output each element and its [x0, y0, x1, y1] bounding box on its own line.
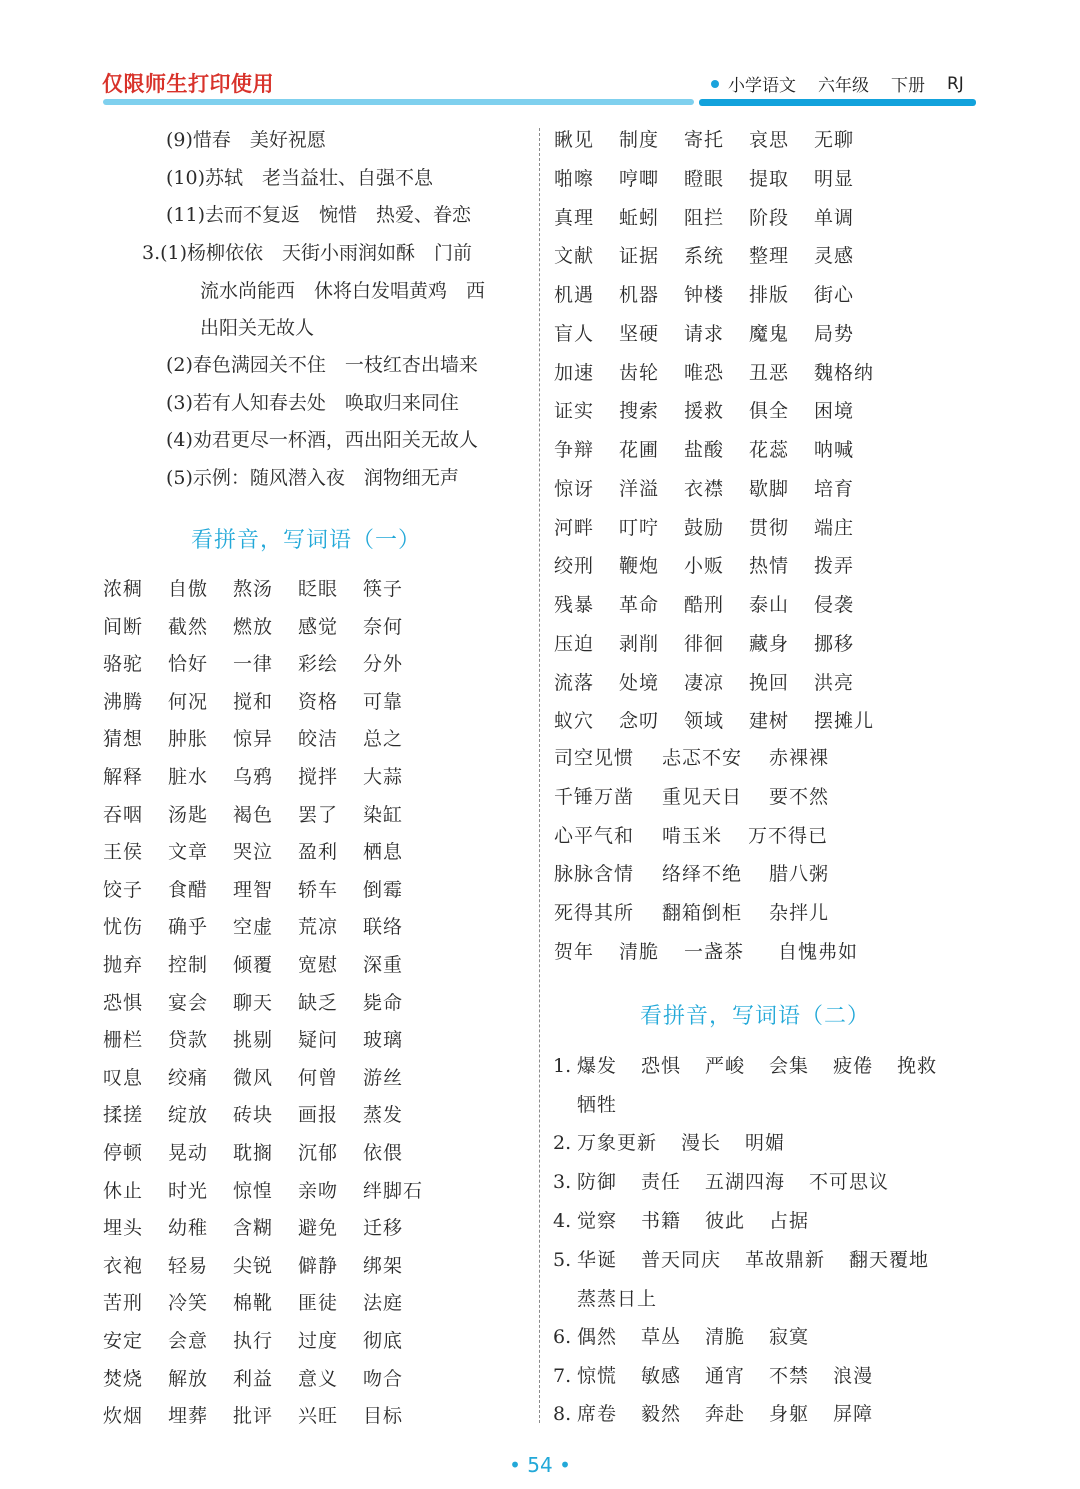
answer-word: 革故鼎新: [745, 1249, 826, 1271]
word-cell: 棉靴: [233, 1292, 274, 1315]
word-cell: 衣襟: [684, 477, 725, 500]
word-cell: 唯恐: [684, 361, 725, 384]
answer-line: (3)若有人知春去处 唤取归来同住: [166, 392, 459, 414]
word-cell: 苦刑: [103, 1292, 144, 1315]
word-cell: 间断: [103, 615, 144, 638]
word-cell: 忐忑不安: [662, 747, 743, 769]
answer-item: [553, 1131, 809, 1155]
word-cell: 叹息: [103, 1066, 144, 1089]
answer-line: 出阳关无故人: [200, 317, 315, 339]
answer-number: 6.: [553, 1326, 572, 1348]
answer-line: 流水尚能西 休将白发唱黄鸡 西: [200, 280, 486, 302]
word-cell: 深重: [363, 954, 404, 976]
column-divider: [539, 128, 540, 1423]
word-cell: 河畔: [554, 516, 595, 539]
word-cell: 缺乏: [298, 991, 339, 1014]
word-cell: 司空见惯: [554, 747, 635, 769]
word-cell: 翻箱倒柜: [662, 902, 743, 924]
word-cell: 念叨: [619, 710, 660, 733]
word-cell: 杂拌儿: [769, 902, 830, 924]
word-cell: 吞咽: [103, 803, 144, 826]
word-cell: 重见天日: [662, 785, 743, 808]
answer-word: 惊慌: [577, 1365, 618, 1387]
answer-word: 恐惧: [641, 1055, 682, 1077]
word-cell: 瞪眼: [684, 167, 725, 190]
word-cell: 依偎: [363, 1142, 404, 1164]
answer-line: (11)去而不复返 惋惜 热爱、眷恋: [166, 204, 472, 226]
answer-number: 5.: [553, 1249, 572, 1271]
word-cell: 轿车: [298, 878, 339, 901]
word-cell: 徘徊: [684, 632, 725, 655]
word-cell: 贺年: [554, 940, 595, 963]
word-cell: 领域: [684, 710, 725, 733]
word-cell: 万不得已: [748, 824, 829, 847]
word-cell: 证据: [619, 245, 660, 268]
word-cell: 机器: [619, 284, 660, 306]
word-cell: 匪徒: [298, 1292, 339, 1315]
volume-label: 下册: [891, 76, 925, 96]
word-cell: 筷子: [363, 578, 404, 600]
answer-item: [553, 1093, 641, 1117]
word-cell: 目标: [363, 1405, 404, 1428]
word-cell: 灵感: [814, 245, 855, 268]
word-cell: 请求: [684, 322, 725, 345]
word-cell: 染缸: [363, 803, 404, 826]
word-cell: 何况: [168, 690, 209, 713]
answer-word: 会集: [769, 1055, 810, 1077]
answer-item: [553, 1325, 833, 1349]
word-cell: 晃动: [168, 1142, 209, 1164]
word-cell: 沉郁: [298, 1142, 339, 1164]
header-rule-dark: [699, 99, 976, 106]
word-cell: 搜索: [619, 400, 660, 423]
word-cell: 歇脚: [749, 477, 790, 500]
word-cell: 宴会: [168, 991, 209, 1014]
word-cell: 侵袭: [814, 594, 855, 616]
word-cell: 大蒜: [363, 766, 404, 788]
word-cell: 绞痛: [168, 1066, 209, 1089]
word-cell: 盈利: [298, 841, 339, 864]
word-cell: 聊天: [233, 991, 274, 1014]
answer-number: 1.: [553, 1055, 572, 1077]
word-cell: 吻合: [363, 1367, 404, 1390]
answer-word: 五湖四海: [705, 1171, 786, 1193]
word-cell: 一律: [233, 653, 274, 676]
answer-item: [553, 1209, 833, 1233]
word-cell: 证实: [554, 400, 595, 423]
word-cell: 盐酸: [684, 439, 725, 461]
section-title-1: 看拼音，写词语（一）: [191, 528, 422, 553]
word-cell: 迁移: [363, 1217, 404, 1240]
word-cell: 栖息: [363, 841, 404, 864]
word-cell: 沸腾: [103, 690, 144, 713]
word-cell: 分外: [363, 653, 404, 676]
word-cell: 毙命: [363, 991, 404, 1014]
word-cell: 忧伤: [103, 916, 144, 939]
word-cell: 叮咛: [619, 516, 660, 539]
section-title-2: 看拼音，写词语（二）: [640, 1004, 871, 1029]
word-cell: 浓稠: [103, 578, 144, 600]
word-cell: 挑剔: [233, 1029, 274, 1052]
word-cell: 泰山: [749, 594, 790, 616]
word-cell: 耽搁: [233, 1142, 274, 1164]
word-cell: 空虚: [233, 916, 274, 939]
answer-word: 漫长: [681, 1132, 722, 1154]
answer-word: 挽救: [897, 1055, 938, 1077]
word-cell: 一盏茶: [684, 940, 745, 963]
word-cell: 惊惶: [233, 1179, 274, 1202]
answer-word: 明媚: [745, 1132, 786, 1154]
answer-line: (10)苏轼 老当益壮、自强不息: [166, 167, 434, 189]
word-cell: 埋葬: [168, 1405, 209, 1428]
answer-line: (5)示例：随风潜入夜 润物细无声: [166, 467, 459, 489]
page-number: • 54 •: [509, 1453, 571, 1477]
word-cell: 文章: [168, 841, 209, 864]
word-cell: 鼓励: [684, 516, 725, 539]
word-cell: 资格: [298, 690, 339, 713]
word-cell: 呐喊: [814, 439, 855, 461]
answer-word: 不可思议: [809, 1171, 890, 1193]
word-cell: 脉脉含情: [554, 863, 635, 886]
word-cell: 熬汤: [233, 578, 274, 600]
answer-word: 敏感: [641, 1365, 682, 1387]
word-cell: 疑问: [298, 1029, 339, 1052]
word-cell: 亲吻: [298, 1179, 339, 1202]
answer-line: (9)惜春 美好祝愿: [166, 129, 326, 151]
word-cell: 明显: [814, 167, 855, 190]
word-cell: 抛弃: [103, 954, 144, 976]
word-cell: 骆驼: [103, 653, 144, 676]
answer-word: 彼此: [705, 1210, 746, 1232]
word-cell: 钟楼: [684, 284, 725, 306]
word-cell: 安定: [103, 1330, 144, 1352]
word-cell: 拨弄: [814, 555, 855, 578]
answer-item: [553, 1364, 897, 1388]
word-cell: 惊异: [233, 728, 274, 751]
answer-number: 2.: [553, 1132, 572, 1154]
subject-label: 小学语文: [728, 76, 796, 96]
answer-item: [553, 1248, 953, 1272]
word-cell: 栅栏: [103, 1029, 144, 1052]
word-cell: 截然: [168, 615, 209, 638]
word-cell: 宽慰: [298, 954, 339, 976]
word-cell: 鞭炮: [619, 555, 660, 578]
word-cell: 魏格纳: [814, 361, 875, 384]
word-cell: 俱全: [749, 400, 790, 423]
word-cell: 确乎: [168, 916, 209, 939]
word-cell: 排版: [749, 284, 790, 306]
word-cell: 微风: [233, 1066, 274, 1089]
word-cell: 丑恶: [749, 361, 790, 384]
word-cell: 时光: [168, 1179, 209, 1202]
word-cell: 休止: [103, 1179, 144, 1202]
word-cell: 炊烟: [103, 1405, 144, 1428]
word-cell: 利益: [233, 1367, 274, 1390]
word-cell: 荒凉: [298, 916, 339, 939]
word-cell: 援救: [684, 400, 725, 423]
word-cell: 哼唧: [619, 167, 660, 190]
answer-line: 3.(1)杨柳依依 天街小雨润如酥 门前: [142, 242, 473, 264]
word-cell: 洪亮: [814, 671, 855, 694]
answer-word: 疲倦: [833, 1055, 874, 1077]
word-cell: 魔鬼: [749, 322, 790, 345]
word-cell: 清脆: [619, 940, 660, 963]
answer-word: 毅然: [641, 1403, 682, 1425]
word-cell: 摆摊儿: [814, 710, 875, 733]
word-cell: 脏水: [168, 766, 209, 788]
word-cell: 可靠: [363, 690, 404, 713]
answer-line: (2)春色满园关不住 一枝红杏出墙来: [166, 354, 478, 376]
word-cell: 会意: [168, 1330, 209, 1352]
word-cell: 热情: [749, 555, 790, 578]
word-cell: 理智: [233, 878, 274, 901]
word-cell: 机遇: [554, 284, 595, 306]
answer-word: 普天同庆: [641, 1249, 722, 1271]
answer-number: 7.: [553, 1365, 572, 1387]
answer-line: (4)劝君更尽一杯酒，西出阳关无故人: [166, 429, 478, 451]
word-cell: 死得其所: [554, 902, 635, 924]
word-cell: 恐惧: [103, 991, 144, 1014]
word-cell: 解释: [103, 766, 144, 788]
word-cell: 赤裸裸: [769, 747, 830, 769]
word-cell: 无聊: [814, 129, 855, 151]
answer-word: 严峻: [705, 1055, 746, 1077]
word-cell: 心平气和: [554, 824, 635, 847]
word-cell: 腊八粥: [769, 863, 830, 886]
answer-number: 4.: [553, 1210, 572, 1232]
header-rule-light: [103, 99, 694, 105]
word-cell: 焚烧: [103, 1367, 144, 1390]
word-cell: 奈何: [363, 615, 404, 638]
word-cell: 感觉: [298, 615, 339, 638]
answer-word: 华诞: [577, 1249, 618, 1271]
word-cell: 争辩: [554, 439, 595, 461]
word-cell: 啃玉米: [662, 824, 723, 847]
word-cell: 贷款: [168, 1029, 209, 1052]
answer-word: 不禁: [769, 1365, 810, 1387]
word-cell: 眨眼: [298, 578, 339, 600]
word-cell: 流落: [554, 671, 595, 694]
word-cell: 盲人: [554, 322, 595, 345]
answer-word: 书籍: [641, 1210, 682, 1232]
word-cell: 王侯: [103, 841, 144, 864]
word-cell: 阻拦: [684, 206, 725, 229]
word-cell: 千锤万凿: [554, 785, 635, 808]
word-cell: 僻静: [298, 1254, 339, 1277]
word-cell: 食醋: [168, 878, 209, 901]
word-cell: 自傲: [168, 578, 209, 600]
word-cell: 坚硬: [619, 322, 660, 345]
word-cell: 革命: [619, 594, 660, 616]
word-cell: 埋头: [103, 1217, 144, 1240]
word-cell: 意义: [298, 1367, 339, 1390]
word-cell: 含糊: [233, 1217, 274, 1240]
answer-word: 防御: [577, 1171, 618, 1193]
answer-word: 占据: [769, 1210, 810, 1232]
word-cell: 彻底: [363, 1330, 404, 1352]
answer-word: 觉察: [577, 1210, 618, 1232]
word-cell: 瞅见: [554, 129, 595, 151]
word-cell: 困境: [814, 400, 855, 423]
word-cell: 搅和: [233, 690, 274, 713]
word-cell: 解放: [168, 1367, 209, 1390]
word-cell: 酷刑: [684, 594, 725, 616]
word-cell: 乌鸦: [233, 766, 274, 788]
word-cell: 挽回: [749, 671, 790, 694]
word-cell: 何曾: [298, 1066, 339, 1089]
word-cell: 衣袍: [103, 1254, 144, 1277]
word-cell: 哀思: [749, 129, 790, 151]
answer-word: 翻天覆地: [849, 1249, 930, 1271]
word-cell: 加速: [554, 361, 595, 384]
word-cell: 文献: [554, 245, 595, 268]
answer-word: 奔赴: [705, 1403, 746, 1425]
word-cell: 批评: [233, 1405, 274, 1428]
edition-label: RJ: [947, 73, 964, 94]
word-cell: 皎洁: [298, 728, 339, 751]
word-cell: 单调: [814, 206, 855, 229]
word-cell: 制度: [619, 129, 660, 151]
word-cell: 肿胀: [168, 728, 209, 751]
word-cell: 端庄: [814, 516, 855, 539]
answer-word: 牺牲: [577, 1094, 618, 1116]
word-cell: 倾覆: [233, 954, 274, 976]
answer-word: 草丛: [641, 1326, 682, 1348]
answer-word: 寂寞: [769, 1326, 810, 1348]
word-cell: 街心: [814, 284, 855, 306]
word-cell: 处境: [619, 671, 660, 694]
answer-word: 爆发: [577, 1055, 618, 1077]
word-cell: 绽放: [168, 1104, 209, 1127]
word-cell: 倒霉: [363, 878, 404, 901]
answer-word: 责任: [641, 1171, 682, 1193]
word-cell: 绑架: [363, 1254, 404, 1277]
word-cell: 兴旺: [298, 1405, 339, 1428]
answer-word: 席卷: [577, 1403, 618, 1425]
word-cell: 游丝: [363, 1066, 404, 1089]
word-cell: 褐色: [233, 803, 274, 826]
word-cell: 要不然: [769, 785, 830, 808]
word-cell: 培育: [814, 477, 855, 500]
word-cell: 花蕊: [749, 439, 790, 461]
word-cell: 绞刑: [554, 555, 595, 578]
word-cell: 齿轮: [619, 361, 660, 384]
grade-label: 六年级: [818, 76, 869, 96]
word-cell: 联络: [363, 916, 404, 939]
answer-word: 通宵: [705, 1365, 746, 1387]
word-cell: 自愧弗如: [778, 940, 859, 963]
word-cell: 蒸发: [363, 1104, 404, 1127]
word-cell: 饺子: [103, 878, 144, 901]
answer-item: [553, 1054, 961, 1078]
word-cell: 络绎不绝: [662, 863, 743, 886]
word-cell: 搅拌: [298, 766, 339, 788]
book-info: [711, 71, 964, 96]
word-cell: 汤匙: [168, 803, 209, 826]
word-cell: 控制: [168, 954, 209, 976]
answer-word: 浪漫: [833, 1365, 874, 1387]
word-cell: 剥削: [619, 632, 660, 655]
word-cell: 绊脚石: [363, 1179, 424, 1202]
watermark-label: 仅限师生打印使用: [102, 72, 274, 96]
word-cell: 藏身: [749, 632, 790, 655]
word-cell: 洋溢: [619, 477, 660, 500]
word-cell: 过度: [298, 1330, 339, 1352]
word-cell: 贯彻: [749, 516, 790, 539]
answer-number: 8.: [553, 1403, 572, 1425]
word-cell: 整理: [749, 245, 790, 268]
word-cell: 寄托: [684, 129, 725, 151]
answer-word: 偶然: [577, 1326, 618, 1348]
answer-number: 3.: [553, 1171, 572, 1193]
answer-word: 清脆: [705, 1326, 746, 1348]
word-cell: 画报: [298, 1104, 339, 1127]
word-cell: 幼稚: [168, 1217, 209, 1240]
word-cell: 彩绘: [298, 653, 339, 676]
word-cell: 系统: [684, 245, 725, 268]
word-cell: 啪嚓: [554, 167, 595, 190]
word-cell: 猜想: [103, 728, 144, 751]
answer-word: 蒸蒸日上: [577, 1288, 658, 1310]
word-cell: 砖块: [233, 1104, 274, 1127]
answer-word: 身躯: [769, 1403, 810, 1425]
word-cell: 提取: [749, 167, 790, 190]
word-cell: 局势: [814, 322, 855, 345]
word-cell: 总之: [363, 728, 404, 751]
answer-word: 万象更新: [577, 1132, 658, 1154]
word-cell: 真理: [554, 206, 595, 229]
word-cell: 揉搓: [103, 1104, 144, 1127]
word-cell: 燃放: [233, 615, 274, 638]
word-cell: 压迫: [554, 632, 595, 655]
answer-word: 屏障: [833, 1403, 874, 1425]
word-cell: 残暴: [554, 594, 595, 616]
answer-item: [553, 1287, 681, 1311]
word-cell: 玻璃: [363, 1029, 404, 1052]
word-cell: 小贩: [684, 555, 725, 578]
word-cell: 法庭: [363, 1292, 404, 1315]
word-cell: 蚁穴: [554, 710, 595, 733]
word-cell: 哭泣: [233, 841, 274, 864]
word-cell: 蚯蚓: [619, 206, 660, 229]
answer-item: [553, 1402, 897, 1426]
bullet-dot-icon: [711, 80, 719, 88]
word-cell: 花圃: [619, 439, 660, 461]
word-cell: 惊讶: [554, 477, 595, 500]
word-cell: 尖锐: [233, 1254, 274, 1277]
word-cell: 凄凉: [684, 671, 725, 694]
word-cell: 执行: [233, 1330, 274, 1352]
word-cell: 建树: [749, 710, 790, 733]
word-cell: 挪移: [814, 632, 855, 655]
word-cell: 恰好: [168, 653, 209, 676]
word-cell: 停顿: [103, 1142, 144, 1164]
word-cell: 冷笑: [168, 1292, 209, 1315]
word-cell: 轻易: [168, 1254, 209, 1277]
answer-item: [553, 1170, 913, 1194]
word-cell: 阶段: [749, 206, 790, 229]
word-cell: 避免: [298, 1217, 339, 1240]
word-cell: 罢了: [298, 803, 339, 826]
